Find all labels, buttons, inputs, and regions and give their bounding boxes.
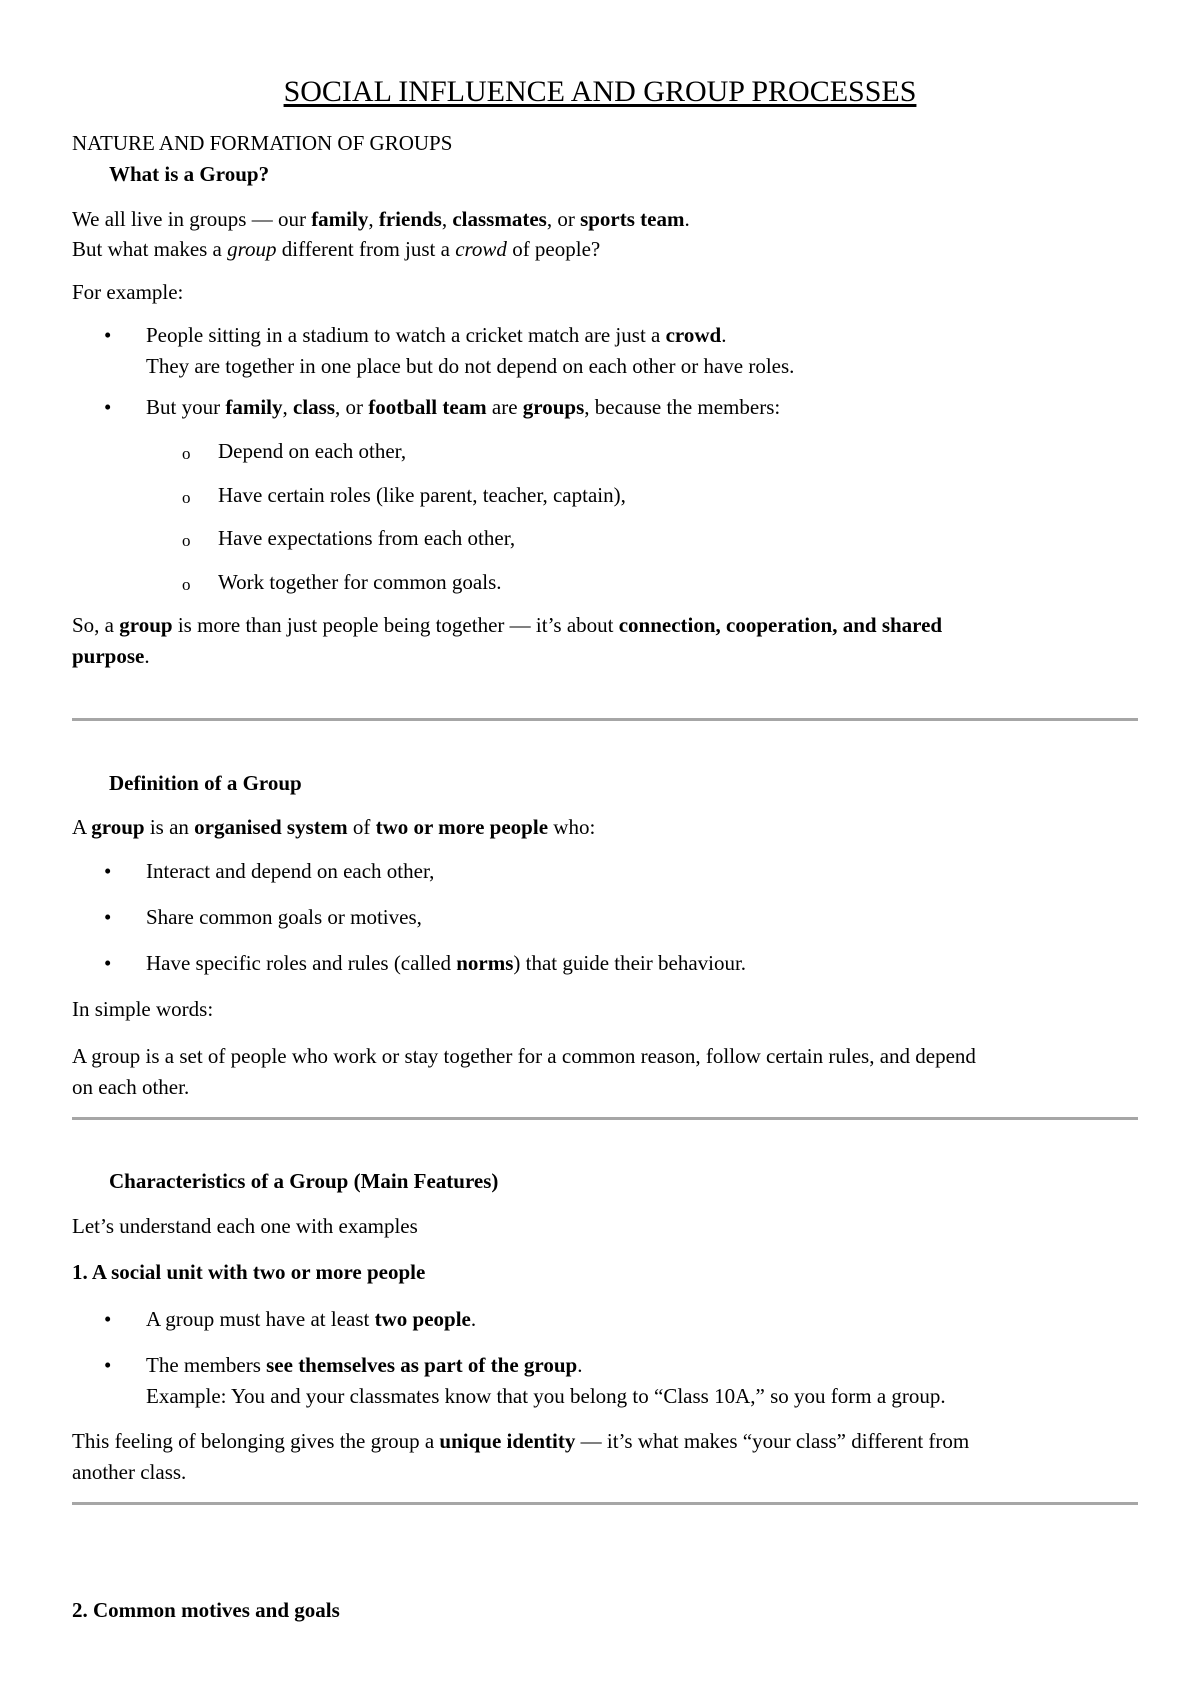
conclusion-paragraph: So, a group is more than just people being together — it’s about connection, cooperation, and shared purpose.: [72, 613, 943, 668]
list-item: • A group must have at least two people.: [104, 1304, 1134, 1335]
divider: [72, 1502, 1138, 1505]
divider: [72, 1117, 1138, 1120]
bullet-icon: •: [104, 323, 112, 347]
characteristics-intro: Let’s understand each one with examples: [72, 1214, 418, 1238]
heading-characteristics: Characteristics of a Group (Main Features): [109, 1169, 499, 1193]
for-example-label: For example:: [72, 280, 184, 304]
bullet-icon: •: [104, 1307, 112, 1331]
circle-bullet-icon: o: [182, 575, 191, 594]
point-2-heading: 2. Common motives and goals: [72, 1598, 340, 1622]
list-item: • Interact and depend on each other,: [104, 856, 1134, 887]
heading-definition: Definition of a Group: [109, 771, 302, 795]
list-item: • But your family, class, or football team are groups, because the members:: [104, 392, 1134, 423]
list-item: • The members see themselves as part of the group. Example: You and your classmates know that you belong to “Class 10A,” so you form a group.: [104, 1350, 1134, 1412]
bullet-icon: •: [104, 951, 112, 975]
simple-words-label: In simple words:: [72, 997, 214, 1021]
bullet-icon: •: [104, 905, 112, 929]
bullet-icon: •: [104, 859, 112, 883]
definition-intro: A group is an organised system of two or more people who:: [72, 815, 596, 839]
point-1-heading: 1. A social unit with two or more people: [72, 1260, 426, 1284]
belonging-paragraph: This feeling of belonging gives the group a unique identity — it’s what makes “your class” different from another class.: [72, 1429, 970, 1484]
list-item: • Have specific roles and rules (called norms) that guide their behaviour.: [104, 948, 1134, 979]
divider: [72, 718, 1138, 721]
circle-bullet-icon: o: [182, 531, 191, 550]
section-label: NATURE AND FORMATION OF GROUPS: [72, 131, 453, 155]
list-item: • People sitting in a stadium to watch a cricket match are just a crowd. They are together in one place but do not depend on each other or have roles.: [104, 320, 1134, 382]
intro-line-1: We all live in groups — our family, friends, classmates, or sports team.: [72, 207, 690, 231]
bullet-icon: •: [104, 1353, 112, 1377]
circle-bullet-icon: o: [182, 444, 191, 463]
bullet-icon: •: [104, 395, 112, 419]
intro-line-2: But what makes a group different from just a crowd of people?: [72, 237, 601, 261]
circle-bullet-icon: o: [182, 488, 191, 507]
list-item: • Share common goals or motives,: [104, 902, 1134, 933]
heading-what-is-group: What is a Group?: [109, 162, 270, 186]
simple-definition: A group is a set of people who work or stay together for a common reason, follow certain rules, and depend on each other.: [72, 1044, 976, 1099]
document-page: SOCIAL INFLUENCE AND GROUP PROCESSES NATURE AND FORMATION OF GROUPS What is a Group? We all live in groups — our family, friends, classmates, or sports team. But what makes a group different from just a crowd of people? For example: • People sitting in a stadium to watch a cricket match are just a crowd. They are together in one place but do not depend on each other or have roles. • But your family, class, or football team are groups, because the members: o Depend on each other, o Have certain roles (like parent, teacher, captain), o Have expectations from each other, o Work together for common goals. So, a group is more than just people being together — it’s about connection, cooperation, and shared purpose. Definition of a Group A group is an organised system of two or more people who: • Interact and depend on each other, • Share common goals or motives, • Have specific roles and rules (called norms) that guide their behaviour. In simple words: A group is a set of people who work or stay together for a common reason, follow certain rules, and depend on each other. Characteristics of a Group (Main Features) Let’s understand each one with examples 1. A social unit with two or more people • A group must have at least two people. • The members see themselves as part of the group. Example: You and your classmates know that you belong to “Class 10A,” so you form a group. This feeling of belonging gives the group a unique identity — it’s what makes “your class” different from another class. 2. Common motives and goals: [0, 0, 1200, 1696]
document-title: SOCIAL INFLUENCE AND GROUP PROCESSES: [283, 75, 917, 108]
